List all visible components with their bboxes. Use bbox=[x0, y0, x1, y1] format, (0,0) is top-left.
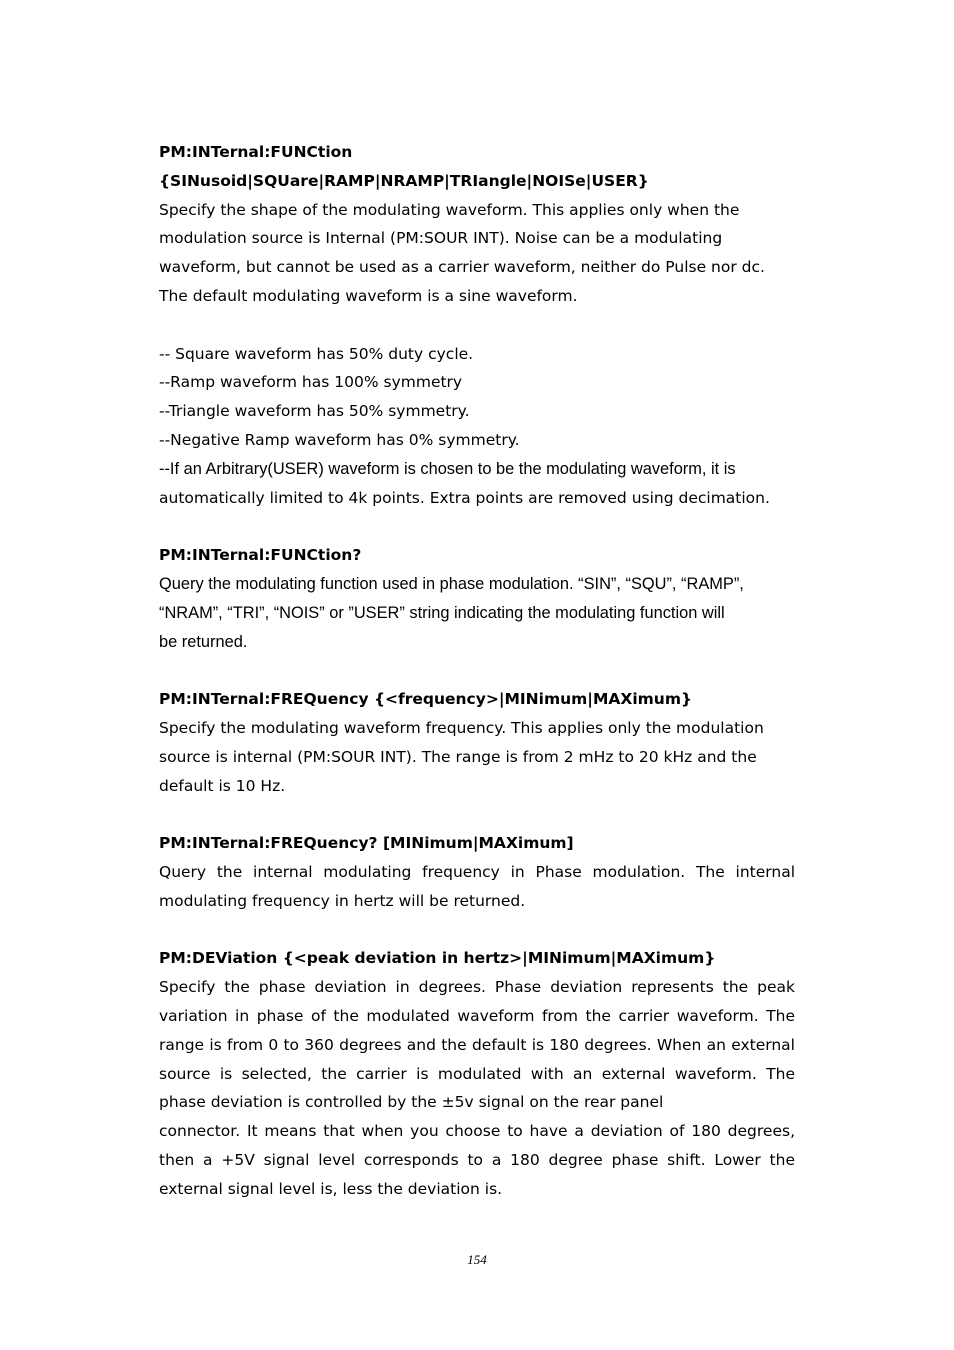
body-line: “NRAM”, “TRI”, “NOIS” or ”USER” string indicating the modulating function will bbox=[159, 603, 725, 622]
note-line: automatically limited to 4k points. Extra points are removed using decimation. bbox=[159, 488, 770, 507]
paragraph-spacer bbox=[159, 512, 795, 541]
body-line: The default modulating waveform is a sine waveform. bbox=[159, 286, 578, 305]
paragraph-spacer bbox=[159, 656, 795, 685]
paragraph-spacer bbox=[159, 916, 795, 945]
body-line: variation in phase of the modulated waveform from the carrier waveform. The bbox=[159, 1006, 795, 1025]
command-heading: PM:INTernal:FUNCtion bbox=[159, 143, 353, 161]
command-heading: PM:INTernal:FREQuency? [MINimum|MAXimum] bbox=[159, 834, 574, 853]
body-line: default is 10 Hz. bbox=[159, 776, 286, 795]
command-parameters: {SINusoid|SQUare|RAMP|NRAMP|TRIangle|NOISe|USER} bbox=[159, 171, 649, 190]
note-line: --Triangle waveform has 50% symmetry. bbox=[159, 402, 470, 421]
paragraph-spacer bbox=[159, 800, 795, 829]
body-line: source is selected, the carrier is modulated with an external waveform. The bbox=[159, 1064, 795, 1083]
body-line: Specify the phase deviation in degrees. Phase deviation represents the peak bbox=[159, 978, 795, 997]
note-line: --Ramp waveform has 100% symmetry bbox=[159, 373, 463, 392]
body-line: waveform, but cannot be used as a carrier waveform, neither do Pulse nor dc. bbox=[159, 258, 765, 277]
body-line: Query the modulating function used in phase modulation. “SIN”, “SQU”, “RAMP”, bbox=[159, 574, 744, 593]
body-line: modulation source is Internal (PM:SOUR INT). Noise can be a modulating bbox=[159, 229, 723, 248]
note-line: --If an Arbitrary(USER) waveform is chosen to be the modulating waveform, it is bbox=[159, 459, 736, 478]
body-line: modulating frequency in hertz will be returned. bbox=[159, 891, 526, 910]
body-line: then a +5V signal level corresponds to a 180 degree phase shift. Lower the bbox=[159, 1150, 795, 1169]
page-content bbox=[159, 138, 795, 1203]
body-line: Query the internal modulating frequency in Phase modulation. The internal bbox=[159, 862, 795, 881]
body-line: be returned. bbox=[159, 632, 248, 651]
page-number: 154 bbox=[467, 1252, 487, 1267]
body-line: connector. It means that when you choose to have a deviation of 180 degrees, bbox=[159, 1122, 795, 1141]
note-line: -- Square waveform has 50% duty cycle. bbox=[159, 344, 474, 363]
paragraph-spacer bbox=[159, 311, 795, 340]
command-heading: PM:INTernal:FUNCtion? bbox=[159, 546, 362, 565]
body-line: Specify the modulating waveform frequency. This applies only the modulation bbox=[159, 718, 764, 737]
body-line: external signal level is, less the deviation is. bbox=[159, 1179, 503, 1198]
command-heading: PM:DEViation {<peak deviation in hertz>|MINimum|MAXimum} bbox=[159, 949, 716, 968]
body-line: Specify the shape of the modulating waveform. This applies only when the bbox=[159, 200, 740, 219]
body-line: source is internal (PM:SOUR INT). The range is from 2 mHz to 20 kHz and the bbox=[159, 747, 757, 766]
body-line: phase deviation is controlled by the ±5v signal on the rear panel bbox=[159, 1093, 664, 1112]
body-line: range is from 0 to 360 degrees and the default is 180 degrees. When an external bbox=[159, 1035, 795, 1054]
note-line: --Negative Ramp waveform has 0% symmetry. bbox=[159, 430, 520, 449]
command-heading: PM:INTernal:FREQuency {<frequency>|MINimum|MAXimum} bbox=[159, 690, 693, 709]
